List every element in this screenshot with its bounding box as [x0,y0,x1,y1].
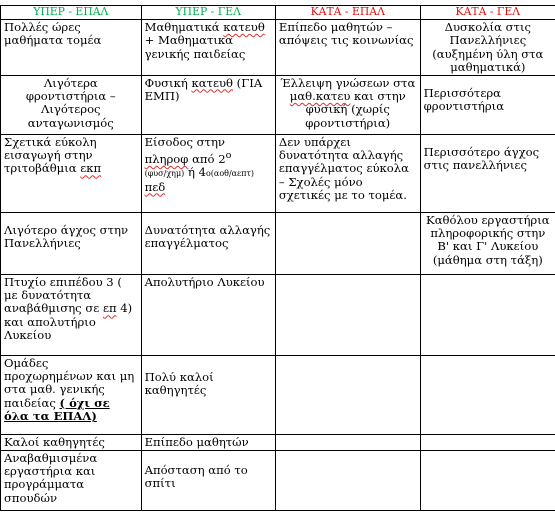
cell-con-gel [420,434,555,450]
header-row [1,6,555,20]
cell-pro-gel: Απόσταση από το σπίτι [141,450,275,510]
table-row [1,355,555,434]
cell-pro-gel: Πολύ καλοί καθηγητές [141,355,275,434]
cell-pro-epal: Ομάδες προχωρημένων και μη στα μαθ. γενικής παιδείας ( όχι σε όλα τα ΕΠΑΛ) [1,355,142,434]
cell-con-gel: Καθόλου εργαστήρια πληροφορικής στην Β' και Γ' Λυκείου (μάθημα στη τάξη) [420,212,555,274]
header-pro-epal: ΥΠΕΡ - ΕΠΑΛ [1,6,142,20]
table-row [1,434,555,450]
cell-pro-epal: Σχετικά εύκολη εισαγωγή στην τριτοβάθμια εκπ [1,134,142,212]
table-row [1,212,555,274]
cell-pro-gel: Απολυτήριο Λυκείου [141,274,275,355]
table-row [1,134,555,212]
cell-con-epal [275,450,420,510]
header-con-gel: ΚΑΤΑ - ΓΕΛ [420,6,555,20]
cell-con-gel [420,450,555,510]
cell-con-epal [275,274,420,355]
cell-pro-epal: Λιγότερο άγχος στην Πανελλήνιες [1,212,142,274]
cell-pro-gel: Φυσική κατευθ (ΓΙΑ ΕΜΠ) [141,75,275,134]
cell-con-epal: Επίπεδο μαθητών – απόψεις τις κοινωνίας [275,20,420,76]
cell-pro-epal: Λιγότερα φροντιστήρια – Λιγότερος ανταγωνισμός [1,75,142,134]
cell-pro-gel: Είσοδος στην πληροφ από $2^o$ (φυσ/χημ) ή 4ο(αοθ/αεπτ) πεδ [141,134,275,212]
cell-con-gel: Περισσότερα φροντιστήρια [420,75,555,134]
cell-pro-gel: Επίπεδο μαθητών [141,434,275,450]
cell-pro-epal: Καλοί καθηγητές [1,434,142,450]
cell-con-epal [275,355,420,434]
cell-pro-epal: Πολλές ώρες μαθήματα τομέα [1,20,142,76]
table-row [1,75,555,134]
table-row [1,274,555,355]
table-row [1,20,555,76]
cell-con-gel [420,355,555,434]
cell-pro-epal: Πτυχίο επιπέδου 3 ( με δυνατότητα αναβάθμισης σε επ 4) και απολυτήριο Λυκείου [1,274,142,355]
cell-con-epal [275,434,420,450]
cell-con-gel: Δυσκολία στις Πανελλήνιες (αυξημένη ύλη στα μαθηματικά) [420,20,555,76]
cell-con-gel: Περισσότερο άγχος στις πανελλήνιες [420,134,555,212]
cell-pro-epal: Αναβαθμισμένα εργαστήρια και προγράμματα σπουδών [1,450,142,510]
header-pro-gel: ΥΠΕΡ - ΓΕΛ [141,6,275,20]
table-row [1,450,555,510]
comparison-table [0,5,555,511]
cell-con-epal: Έλλειψη γνώσεων στα μαθ.κατευ και στην φυσική (χωρίς φροντιστήρια) [275,75,420,134]
cell-con-epal: Δεν υπάρχει δυνατότητα αλλαγής επαγγέλματος εύκολα – Σχολές μόνο σχετικές με το τομέα. [275,134,420,212]
cell-con-epal [275,212,420,274]
cell-pro-gel: Μαθηματικά κατευθ + Μαθηματικα γενικής παιδείας [141,20,275,76]
header-con-epal: ΚΑΤΑ - ΕΠΑΛ [275,6,420,20]
cell-con-gel [420,274,555,355]
cell-pro-gel: Δυνατότητα αλλαγής επαγγέλματος [141,212,275,274]
